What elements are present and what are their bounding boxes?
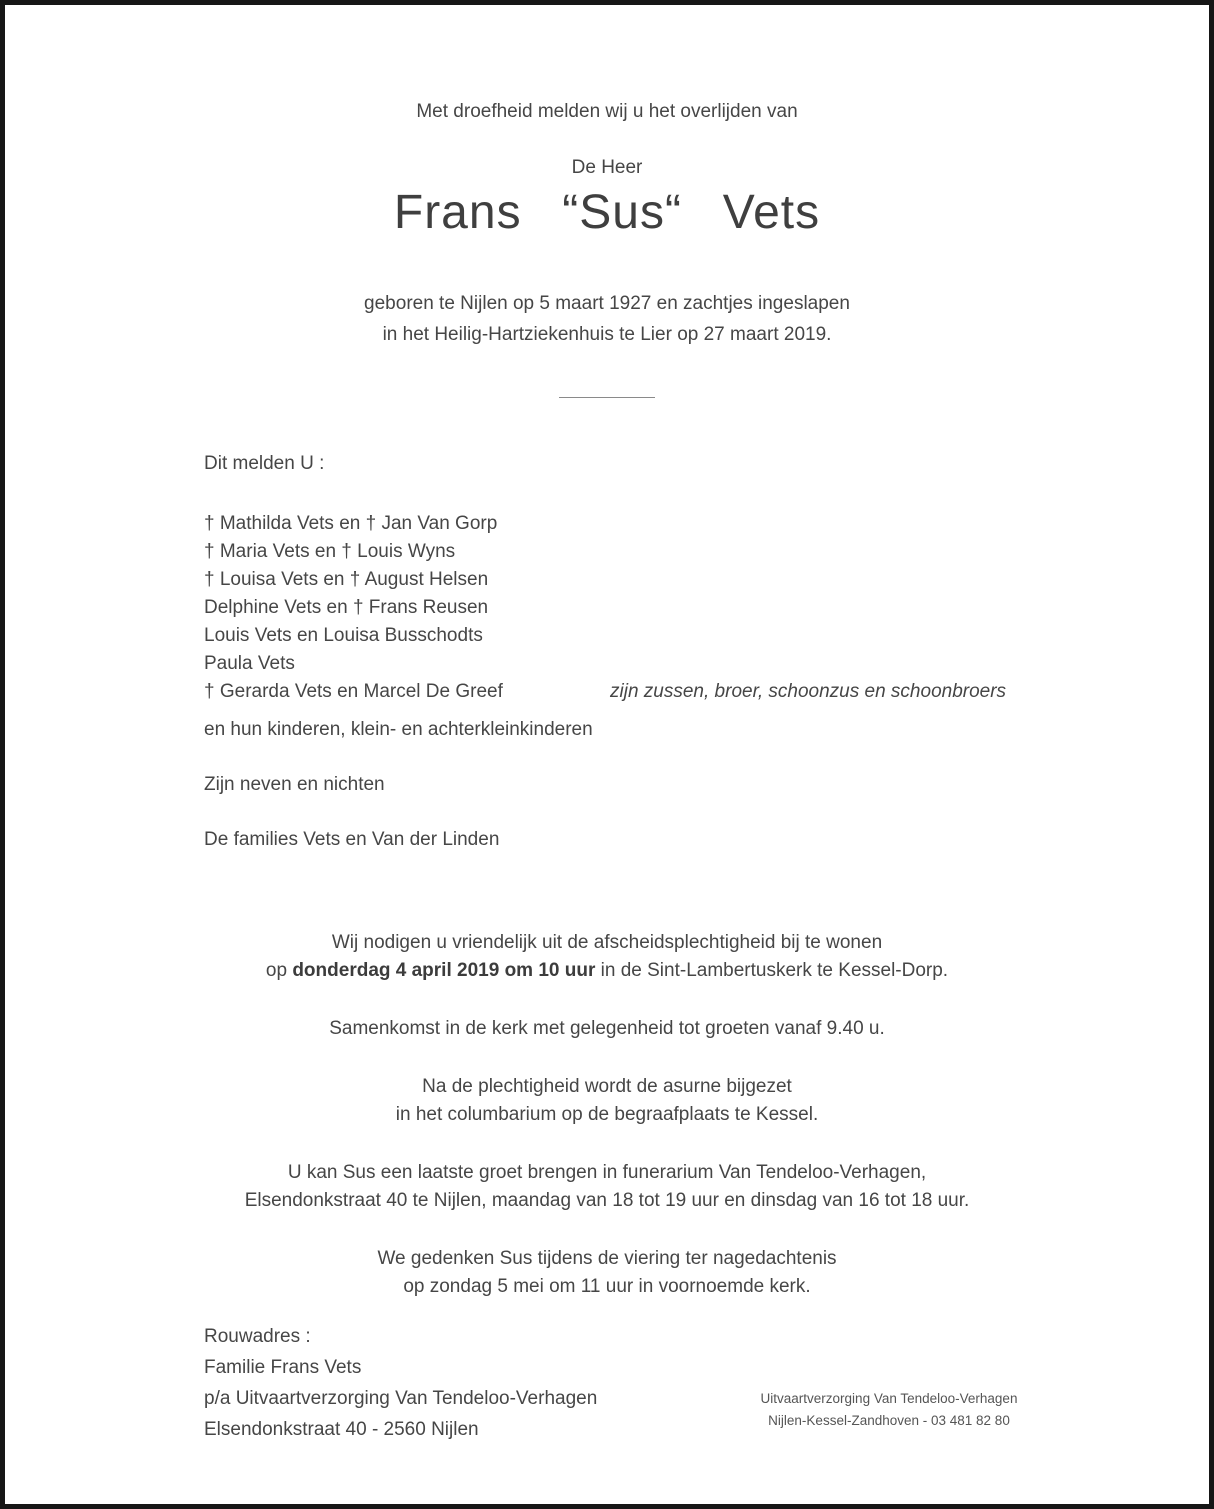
mourner-line — [204, 678, 1007, 706]
mourner-line: Louis Vets en Louisa Busschodts — [204, 625, 483, 646]
urn-paragraph — [5, 1073, 1209, 1129]
mourning-address-block — [204, 1321, 597, 1445]
intro-line: Met droefheid melden wij u het overlijden van — [416, 101, 798, 122]
visitation-paragraph — [5, 1159, 1209, 1215]
families-line: De families Vets en Van der Linden — [204, 829, 500, 850]
memorial-line1: We gedenken Sus tijdens de viering ter nagedachtenis — [377, 1248, 837, 1269]
death-line: in het Heilig-Hartziekenhuis te Lier op 27 maart 2019. — [382, 324, 832, 345]
invitation-prefix: op — [265, 960, 293, 981]
funeral-home-block — [749, 1388, 1029, 1432]
mourning-address-line: Familie Frans Vets — [204, 1357, 362, 1378]
memorial-line2: op zondag 5 mei om 11 uur in voornoemde kerk. — [403, 1276, 811, 1297]
invitation-suffix: in de Sint-Lambertuskerk te Kessel-Dorp. — [595, 960, 949, 981]
gathering-paragraph: Samenkomst in de kerk met gelegenheid tot groeten vanaf 9.40 u. — [329, 1018, 885, 1039]
memorial-paragraph — [5, 1245, 1209, 1301]
visitation-line2: Elsendonkstraat 40 te Nijlen, maandag van 18 tot 19 uur en dinsdag van 16 tot 18 uur. — [244, 1190, 970, 1211]
ceremony-section — [5, 929, 1209, 1331]
invitation-paragraph — [5, 929, 1209, 985]
mourners-list — [204, 510, 1007, 706]
mourner-line: Paula Vets — [204, 653, 295, 674]
mourner-line: † Louisa Vets en † August Helsen — [204, 569, 489, 590]
deceased-name: Frans “Sus“ Vets — [393, 186, 821, 239]
descendants-line: en hun kinderen, klein- en achterkleinkinderen — [204, 719, 593, 740]
nephews-line: Zijn neven en nichten — [204, 774, 385, 795]
invitation-line1: Wij nodigen u vriendelijk uit de afscheidsplechtigheid bij te wonen — [331, 932, 883, 953]
ceremony-date: donderdag 4 april 2019 om 10 uur — [292, 960, 596, 981]
mourning-address-heading: Rouwadres : — [204, 1326, 311, 1347]
salutation: De Heer — [571, 157, 643, 178]
mourner-name: † Gerarda Vets en Marcel De Greef — [204, 681, 503, 702]
visitation-line1: U kan Sus een laatste groet brengen in funerarium Van Tendeloo-Verhagen, — [287, 1162, 927, 1183]
funeral-home-name: Uitvaartverzorging Van Tendeloo-Verhagen — [760, 1391, 1018, 1406]
birth-death-block — [5, 288, 1209, 350]
announcement-heading: Dit melden U : — [204, 453, 325, 474]
mourning-address-line: Elsendonkstraat 40 - 2560 Nijlen — [204, 1419, 479, 1440]
birth-line: geboren te Nijlen op 5 maart 1927 en zachtjes ingeslapen — [364, 293, 850, 314]
mourning-address-line: p/a Uitvaartverzorging Van Tendeloo-Verhagen — [204, 1388, 598, 1409]
relation-note: zijn zussen, broer, schoonzus en schoonbroers — [610, 681, 1007, 702]
mourner-line: † Mathilda Vets en † Jan Van Gorp — [204, 513, 498, 534]
urn-line2: in het columbarium op de begraafplaats te Kessel. — [395, 1104, 819, 1125]
mourner-line: † Maria Vets en † Louis Wyns — [204, 541, 456, 562]
urn-line1: Na de plechtigheid wordt de asurne bijgezet — [422, 1076, 792, 1097]
section-divider — [559, 397, 655, 398]
funeral-home-contact: Nijlen-Kessel-Zandhoven - 03 481 82 80 — [768, 1413, 1010, 1428]
mourner-line: Delphine Vets en † Frans Reusen — [204, 597, 489, 618]
